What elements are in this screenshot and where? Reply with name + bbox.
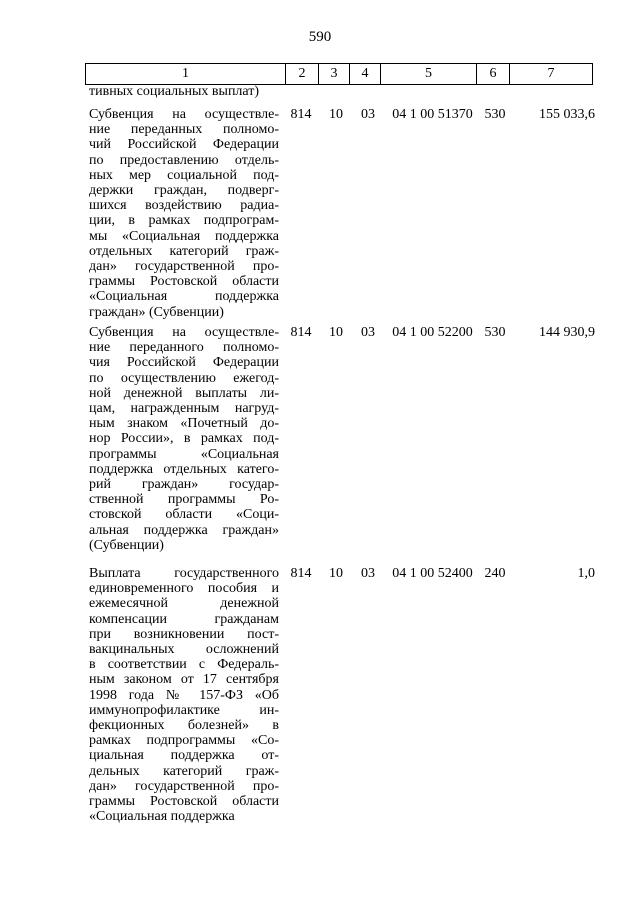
- description-line: чий Российской Федерации: [89, 137, 279, 153]
- description-line: при возникновении пост-: [89, 626, 279, 642]
- cell-c3: 10: [329, 107, 343, 122]
- description-line: ных мер социальной под-: [89, 167, 279, 183]
- cell-c7: 144 930,9: [539, 325, 595, 340]
- description-line: ственной программы Ро-: [89, 492, 279, 508]
- cell-c6: 530: [484, 325, 506, 340]
- header-col-6: 6: [477, 64, 510, 85]
- description-line: ным знаком «Почетный до-: [89, 416, 279, 432]
- description-line: ным законом от 17 сентября: [89, 672, 279, 688]
- description-line: мы «Социальная поддержка: [89, 228, 279, 244]
- description-line: по предоставлению отдель-: [89, 152, 279, 168]
- description-line: ежемесячной денежной: [89, 596, 279, 612]
- header-col-2: 2: [286, 64, 319, 85]
- row-description: [89, 566, 279, 824]
- description-line: ние переданного полномо-: [89, 340, 279, 356]
- description-line: циальная поддержка от-: [89, 748, 279, 764]
- description-line: Субвенция на осуществле-: [89, 325, 279, 340]
- cell-c5: 04 1 00 52400: [392, 566, 473, 581]
- description-line: иммунопрофилактике ин-: [89, 702, 279, 718]
- page-number: 590: [308, 29, 332, 45]
- cell-c6: 530: [484, 107, 506, 122]
- description-line: единовременного пособия и: [89, 581, 279, 597]
- cell-c3: 10: [329, 566, 343, 581]
- description-line: поддержка отдельных катего-: [89, 461, 279, 477]
- header-col-1: 1: [86, 64, 286, 85]
- header-col-5: 5: [381, 64, 477, 85]
- cell-c7: 1,0: [577, 566, 595, 581]
- description-line: нор России», в рамках под-: [89, 431, 279, 447]
- description-line: компенсации гражданам: [89, 611, 279, 627]
- description-line: держки граждан, подверг-: [89, 183, 279, 199]
- description-line: Субвенция на осуществле-: [89, 107, 279, 122]
- row-description: [89, 107, 279, 320]
- description-line: ние переданных полномо-: [89, 122, 279, 138]
- description-line: рий граждан» государ-: [89, 477, 279, 493]
- description-line: ции, в рамках подпрограм-: [89, 213, 279, 229]
- header-col-4: 4: [350, 64, 381, 85]
- cell-c2: 814: [290, 107, 312, 122]
- description-line: «Социальная поддержка: [89, 809, 235, 825]
- cell-c6: 240: [484, 566, 506, 581]
- description-line: ной денежной выплаты ли-: [89, 385, 279, 401]
- cell-c4: 03: [361, 325, 375, 340]
- description-line: «Социальная поддержка: [89, 289, 279, 305]
- continuation-text: тивных социальных выплат): [89, 84, 260, 99]
- cell-c5: 04 1 00 52200: [392, 325, 473, 340]
- cell-c2: 814: [290, 566, 312, 581]
- description-line: программы «Социальная: [89, 446, 279, 462]
- description-line: дан» государственной про-: [89, 778, 279, 794]
- cell-c3: 10: [329, 325, 343, 340]
- description-line: цам, награжденным нагруд-: [89, 401, 279, 417]
- description-line: отдельных категорий граж-: [89, 243, 279, 259]
- description-line: стовской области «Соци-: [89, 507, 279, 523]
- description-line: шихся воздействию радиа-: [89, 198, 279, 214]
- description-line: альная поддержка граждан»: [89, 522, 279, 538]
- description-line: дан» государственной про-: [89, 259, 279, 275]
- description-line: по осуществлению ежегод-: [89, 370, 279, 386]
- description-line: в соответствии с Федераль-: [89, 657, 279, 673]
- table-header: [85, 63, 593, 85]
- header-col-3: 3: [319, 64, 350, 85]
- description-line: рамках подпрограммы «Со-: [89, 733, 279, 749]
- description-line: граммы Ростовской области: [89, 794, 279, 810]
- cell-c5: 04 1 00 51370: [392, 107, 473, 122]
- row-description: [89, 325, 279, 553]
- description-line: фекционных болезней» в: [89, 718, 279, 734]
- description-line: чия Российской Федерации: [89, 355, 279, 371]
- description-line: дельных категорий граж-: [89, 763, 279, 779]
- cell-c4: 03: [361, 107, 375, 122]
- cell-c7: 155 033,6: [539, 107, 595, 122]
- cell-c2: 814: [290, 325, 312, 340]
- cell-c4: 03: [361, 566, 375, 581]
- description-line: вакцинальных осложнений: [89, 642, 279, 658]
- description-line: (Субвенции): [89, 537, 164, 553]
- description-line: граждан» (Субвенции): [89, 304, 224, 320]
- description-line: Выплата государственного: [89, 566, 279, 581]
- description-line: 1998 года № 157-ФЗ «Об: [89, 687, 279, 703]
- header-col-7: 7: [510, 64, 593, 85]
- description-line: граммы Ростовской области: [89, 274, 279, 290]
